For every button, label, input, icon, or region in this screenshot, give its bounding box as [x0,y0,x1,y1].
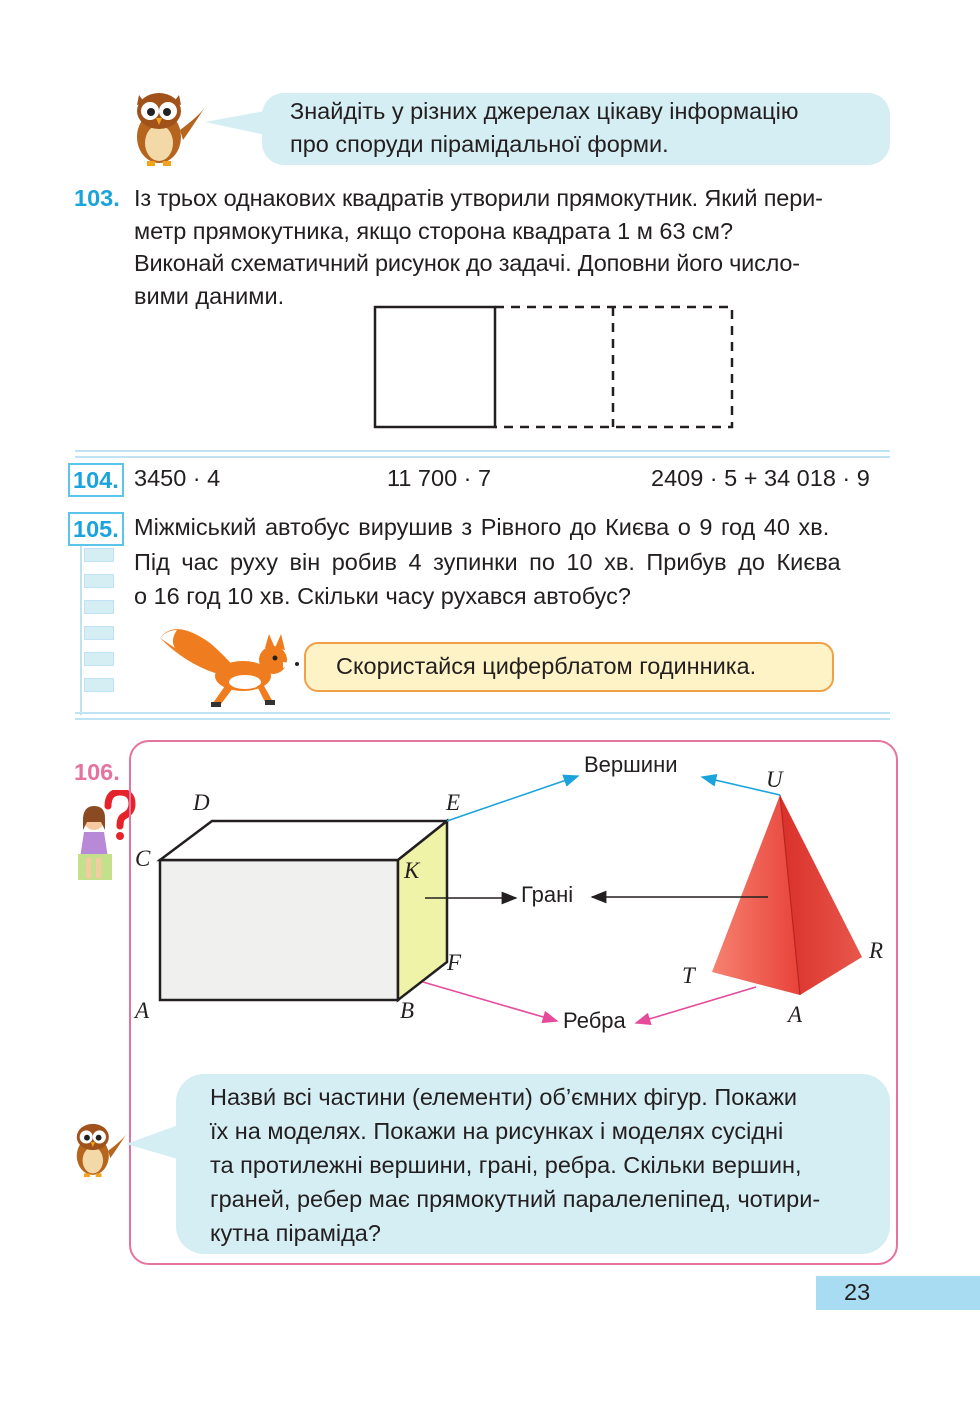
task-103-line-4: вими даними. [134,283,285,309]
cuboid-front-face [160,860,398,1000]
arrow-to-edges [636,987,756,1023]
task-103-number: 103. [74,185,120,211]
task-105-line-3: о 16 год 10 хв. Скільки часу рухався автобус? [134,583,631,609]
vertex-label-A-pyramid: A [788,1002,803,1027]
task-106-note-line-3: та протилежні вершини, грані, ребра. Скільки вершин, [210,1152,802,1178]
top-note-line-2: про споруди пірамідальної форми. [290,131,669,157]
vertex-label-F: F [447,950,462,975]
owl-small-icon [68,1118,130,1180]
label-edges: Ребра [563,1008,626,1033]
task-103-line-1: Із трьох однакових квадратів утворили прямокутник. Який пери- [134,185,823,211]
task-105-number: 105. [68,512,124,546]
task-105-line-1: Міжміський автобус вирушив з Рівного до Києва о 9 год 40 хв. [134,514,830,540]
task-103-line-2: метр прямокутника, якщо сторона квадрата 1 м 63 см? [134,218,734,244]
vertex-label-D: D [193,790,210,815]
task-105-hint: Скористайся циферблатом годинника. [336,653,757,679]
speech-tail [126,1122,181,1162]
vertex-label-K: K [404,858,420,883]
vertex-label-B: B [400,998,415,1023]
task-106-note-line-5: кутна піраміда? [210,1220,381,1246]
page-number: 23 [844,1279,871,1305]
task-106-note-bubble [176,1074,890,1254]
task-104-number: 104. [68,463,124,497]
vertex-label-A: A [135,998,150,1023]
task-103-line-3: Виконай схематичний рисунок до задачі. Доповни його число- [134,250,800,276]
task-106-note-line-1: Назви́ всі частини (елементи) об’ємних фігур. Покажи [210,1084,798,1110]
label-vertices: Вершини [584,752,678,777]
top-note-line-1: Знайдіть у різних джерелах цікаву інформацію [290,98,799,124]
page-number-bar [816,1276,980,1310]
vertex-label-U: U [766,767,783,792]
vertex-label-R: R [869,938,884,963]
task-104-expr-1: 3450 · 4 [134,465,221,491]
vertex-label-T: T [682,963,695,988]
vertex-label-C: C [135,846,151,871]
task-106-note-line-4: граней, ребер має прямокутний паралелепіпед, чотири- [210,1186,821,1212]
task-104-expr-3: 2409 · 5 + 34 018 · 9 [651,465,870,491]
task-104-expr-2: 11 700 · 7 [387,465,492,491]
label-faces: Грані [521,882,574,907]
arrow-to-edges [423,982,557,1021]
task-106-note-line-2: їх на моделях. Покажи на рисунках і моделях сусідні [210,1118,784,1144]
vertex-label-E: E [446,790,461,815]
task-105-line-2: Під час руху він робив 4 зупинки по 10 хв. Прибув до Києва [134,549,841,575]
task-106-number: 106. [74,759,120,785]
arrow-to-vertices [447,776,578,821]
